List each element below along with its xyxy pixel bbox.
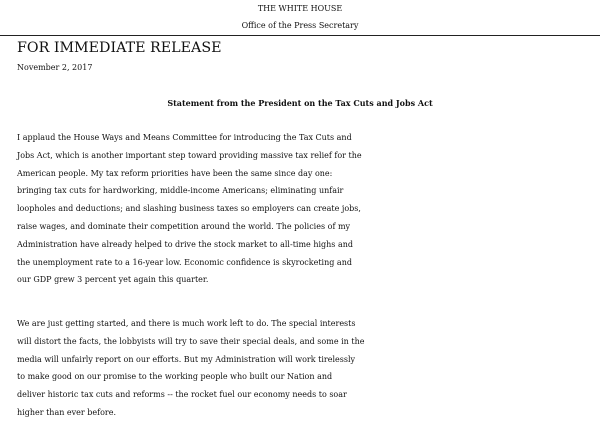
text-line: loopholes and deductions; and slashing business taxes so employers can create jobs, <box>17 204 361 214</box>
text-line: raise wages, and dominate their competition around the world. The policies of my <box>17 221 351 231</box>
paragraph-2 <box>17 315 600 422</box>
text-line: will distort the facts, the lobbyists will try to save their special deals, and some in the <box>17 336 365 346</box>
letterhead <box>0 0 600 34</box>
header-divider <box>0 35 600 36</box>
text-line: deliver historic tax cuts and reforms -- the rocket fuel our economy needs to soar <box>17 390 347 400</box>
paragraph-1 <box>17 129 600 289</box>
letterhead-subtitle: Office of the Press Secretary <box>241 21 359 30</box>
text-line: to make good on our promise to the working people who built our Nation and <box>17 372 333 382</box>
text-line: Administration have already helped to drive the stock market to all-time highs and <box>17 239 353 249</box>
text-line: our GDP grew 3 percent yet again this quarter. <box>17 275 209 285</box>
release-date: November 2, 2017 <box>17 63 93 72</box>
text-line: Jobs Act, which is another important step toward providing massive tax relief for the <box>17 150 362 160</box>
letterhead-title: THE WHITE HOUSE <box>257 4 343 13</box>
statement-title: Statement from the President on the Tax Cuts and Jobs Act <box>167 98 433 108</box>
text-line: the unemployment rate to a 16-year low. Economic confidence is skyrocketing and <box>17 257 352 267</box>
text-line: higher than ever before. <box>17 407 117 417</box>
text-line: I applaud the House Ways and Means Committee for introducing the Tax Cuts and <box>17 133 352 142</box>
text-line: bringing tax cuts for hardworking, middle-income Americans; eliminating unfair <box>17 186 344 196</box>
text-line: We are just getting started, and there is much work left to do. The special interests <box>17 319 356 328</box>
text-line: media will unfairly report on our efforts. But my Administration will work tirelessly <box>17 354 356 364</box>
release-info <box>17 38 222 78</box>
release-label: FOR IMMEDIATE RELEASE <box>17 40 222 56</box>
text-line: American people. My tax reform priorities have been the same since day one: <box>17 168 333 178</box>
